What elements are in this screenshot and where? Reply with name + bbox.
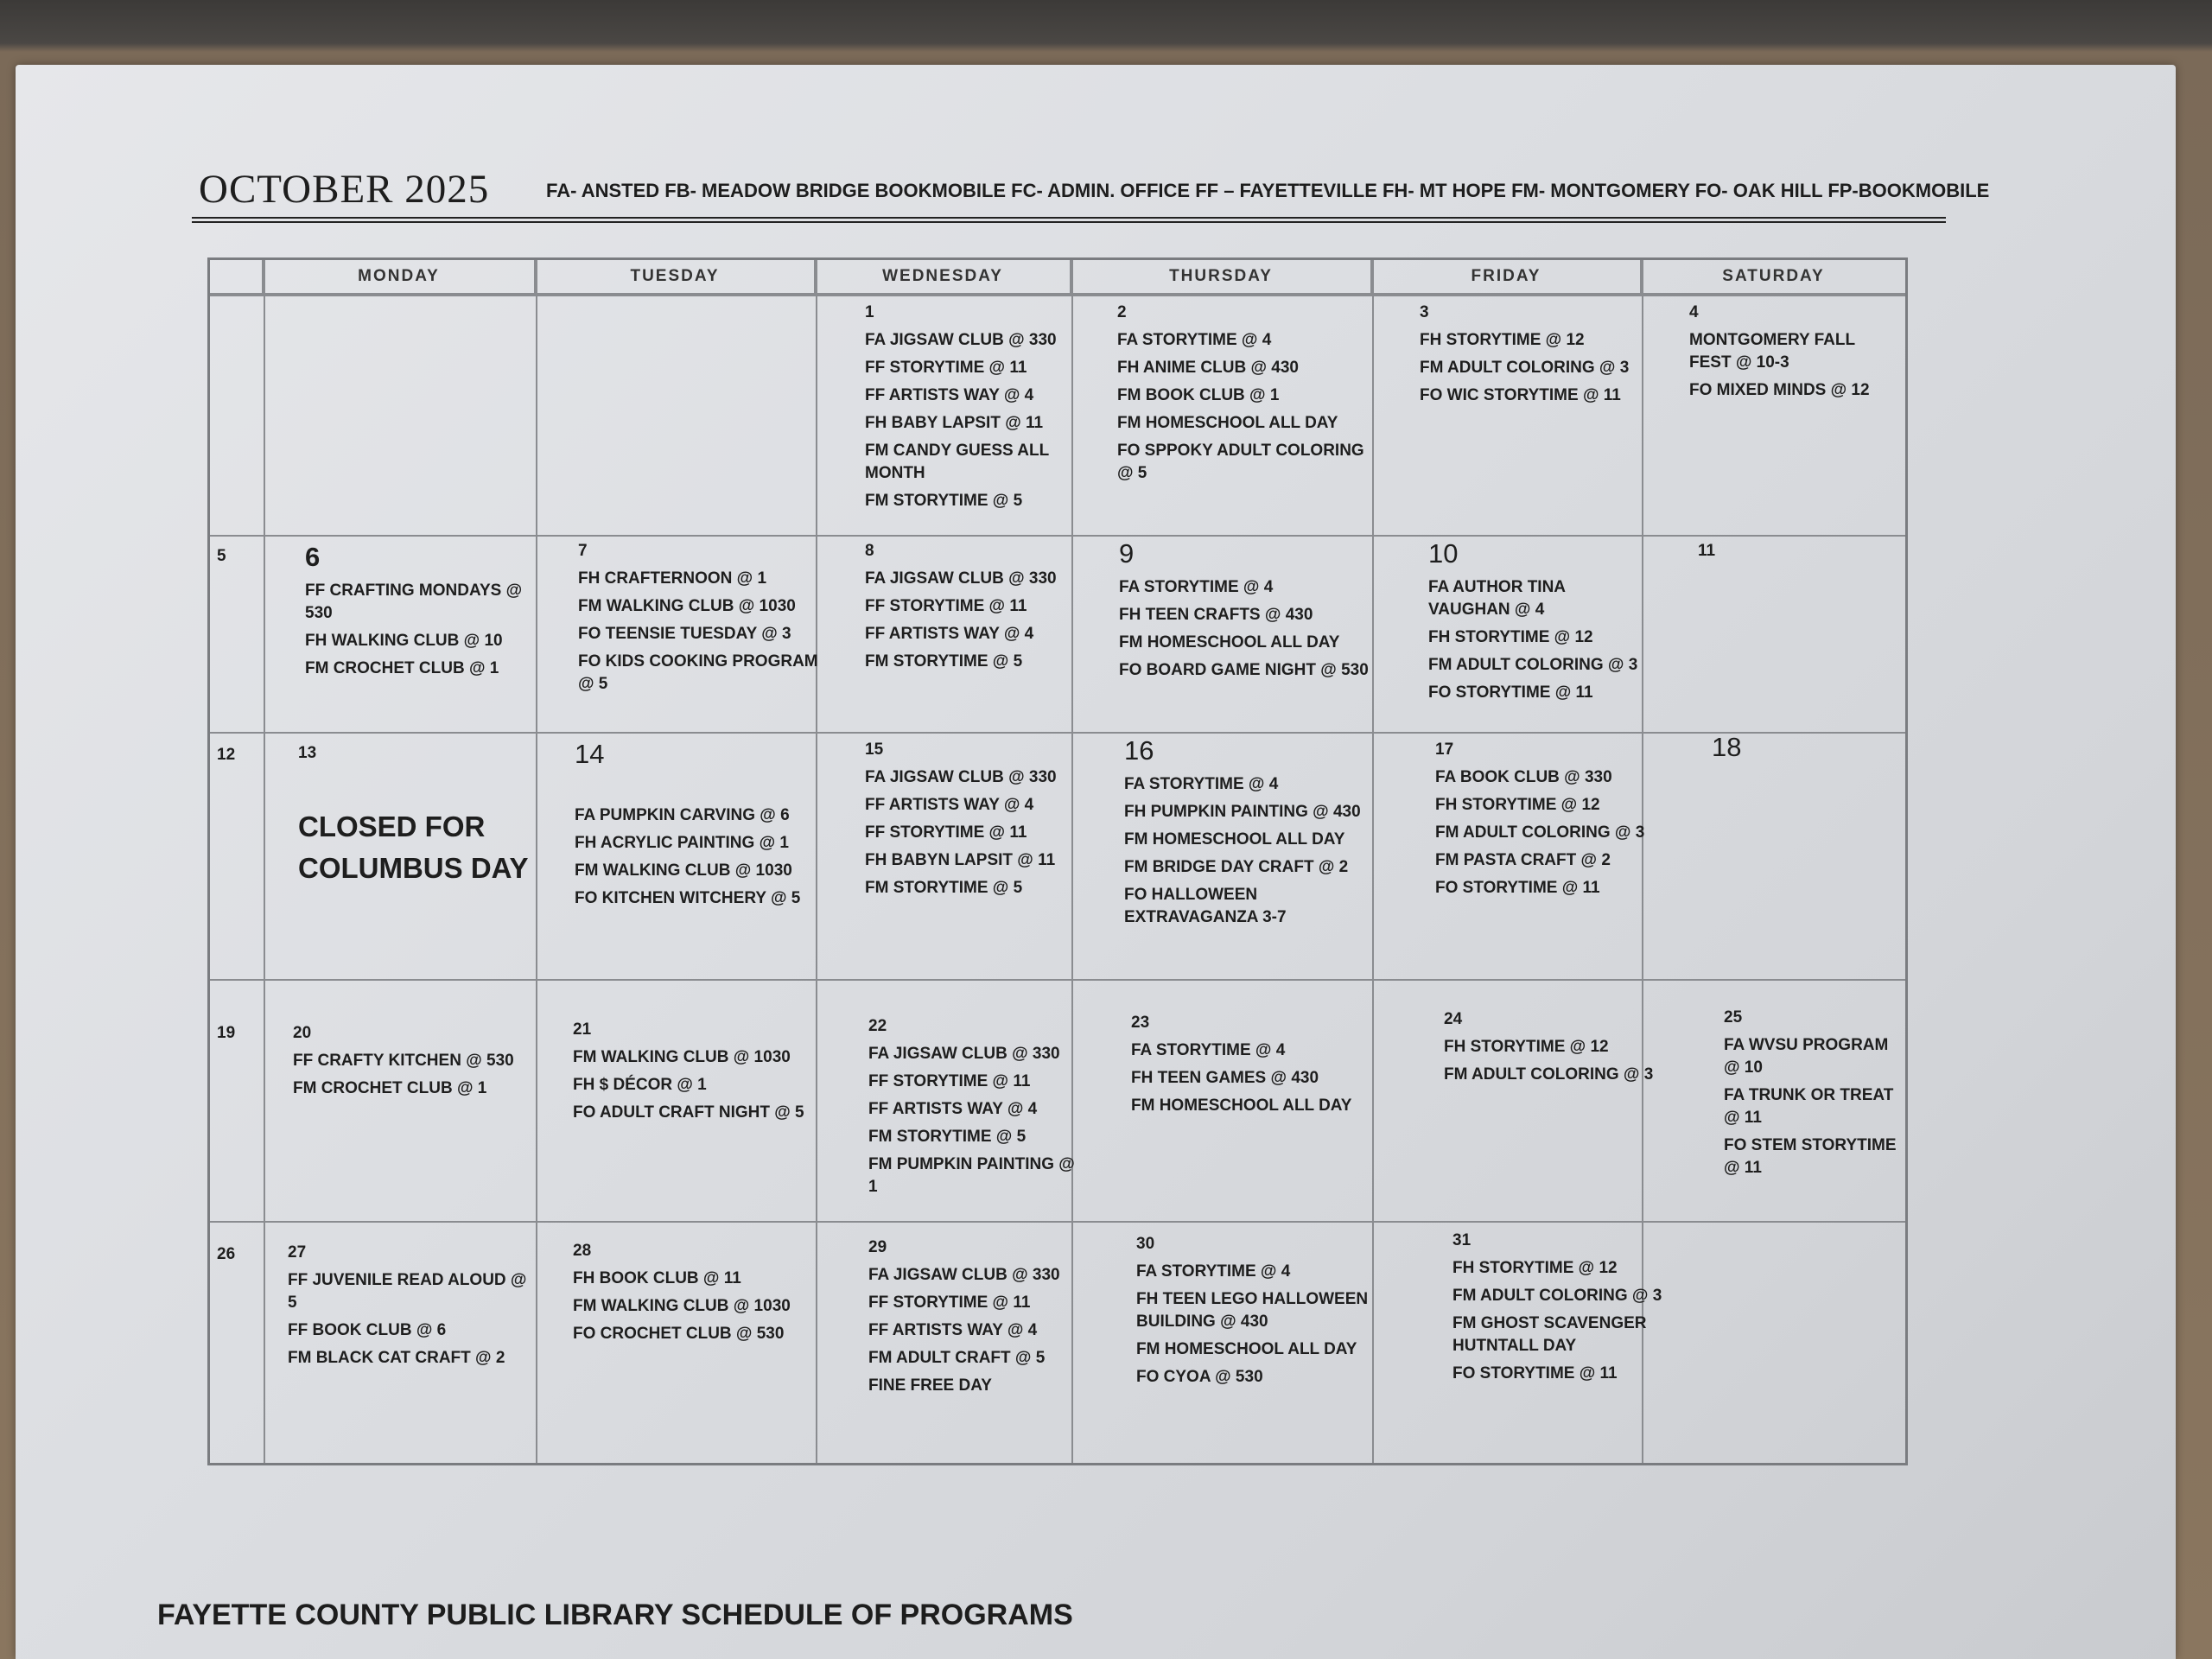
- day-number: 3: [1420, 303, 1429, 321]
- footer-title: FAYETTE COUNTY PUBLIC LIBRARY SCHEDULE OF PROGRAMS: [157, 1599, 1073, 1631]
- col-head-wednesday: WEDNESDAY: [816, 260, 1071, 295]
- event-item: FM WALKING CLUB @ 1030: [578, 597, 796, 615]
- day-number: 23: [1131, 1014, 1150, 1032]
- event-item: FM BOOK CLUB @ 1: [1117, 386, 1280, 404]
- day-number: 8: [865, 542, 874, 560]
- event-list: [1117, 329, 1376, 485]
- grid-line: [264, 260, 265, 1463]
- event-item: FH TEEN GAMES @ 430: [1131, 1069, 1319, 1087]
- event-item: FF ARTISTS WAY @ 4: [865, 386, 1034, 404]
- day-number: 10: [1428, 538, 1459, 569]
- event-item: FA STORYTIME @ 4: [1124, 775, 1279, 793]
- day-number: 17: [1435, 741, 1454, 759]
- day-number: 31: [1452, 1231, 1471, 1249]
- event-item: FM HOMESCHOOL ALL DAY: [1119, 633, 1340, 652]
- event-item: FA JIGSAW CLUB @ 330: [865, 569, 1057, 588]
- event-item: FM WALKING CLUB @ 1030: [573, 1048, 791, 1066]
- month-title: OCTOBER 2025: [199, 167, 490, 212]
- event-list: [1428, 576, 1644, 704]
- day-cell: [1117, 303, 1376, 490]
- event-item: FM BRIDGE DAY CRAFT @ 2: [1124, 858, 1349, 876]
- day-cell: [578, 542, 820, 701]
- event-item: FH PUMPKIN PAINTING @ 430: [1124, 803, 1361, 821]
- event-list: [1435, 766, 1651, 899]
- event-item: FF ARTISTS WAY @ 4: [865, 625, 1034, 643]
- day-cell: [1428, 538, 1644, 709]
- event-list: [305, 580, 530, 680]
- event-item: FM PUMPKIN PAINTING @ 1: [868, 1155, 1075, 1196]
- event-item: FM WALKING CLUB @ 1030: [573, 1297, 791, 1315]
- event-item: FH $ DÉCOR @ 1: [573, 1076, 707, 1094]
- sunday-date: 19: [217, 1024, 236, 1042]
- event-list: [573, 1046, 815, 1124]
- event-item: FF ARTISTS WAY @ 4: [865, 796, 1034, 814]
- day-cell: [1712, 732, 1893, 770]
- event-item: FA STORYTIME @ 4: [1136, 1262, 1291, 1281]
- event-item: FO HALLOWEEN EXTRAVAGANZA 3-7: [1124, 886, 1287, 926]
- day-number: 24: [1444, 1010, 1463, 1028]
- event-item: FH STORYTIME @ 12: [1444, 1038, 1609, 1056]
- day-number: 30: [1136, 1235, 1155, 1253]
- event-item: FO BOARD GAME NIGHT @ 530: [1119, 661, 1369, 679]
- day-cell: [1689, 303, 1901, 407]
- event-item: FH BOOK CLUB @ 11: [573, 1269, 741, 1287]
- event-item: FF STORYTIME @ 11: [868, 1072, 1031, 1090]
- day-cell: [1420, 303, 1644, 412]
- event-item: FO TEENSIE TUESDAY @ 3: [578, 625, 791, 643]
- event-item: FH BABY LAPSIT @ 11: [865, 414, 1044, 432]
- day-cell: [575, 739, 817, 915]
- day-cell: [293, 1024, 526, 1105]
- grid-line: [210, 732, 1905, 734]
- event-item: FM HOMESCHOOL ALL DAY: [1131, 1096, 1352, 1115]
- grid-line: [536, 260, 537, 1463]
- event-list: [1444, 1036, 1660, 1086]
- day-number: 20: [293, 1024, 312, 1042]
- closed-notice: CLOSED FOR COLUMBUS DAY: [298, 810, 529, 884]
- event-item: FO WIC STORYTIME @ 11: [1420, 386, 1621, 404]
- event-item: FF STORYTIME @ 11: [865, 359, 1027, 377]
- col-head-saturday: SATURDAY: [1642, 260, 1905, 295]
- event-item: FO ADULT CRAFT NIGHT @ 5: [573, 1103, 804, 1122]
- day-number: 21: [573, 1020, 592, 1039]
- day-cell: [1444, 1010, 1660, 1091]
- event-item: FF CRAFTY KITCHEN @ 530: [293, 1052, 514, 1070]
- calendar-grid: [207, 257, 1908, 1465]
- day-cell: [868, 1017, 1084, 1204]
- day-number: 14: [575, 739, 605, 769]
- day-cell: [865, 303, 1064, 518]
- day-cell: [865, 542, 1064, 678]
- event-item: FH STORYTIME @ 12: [1428, 628, 1593, 646]
- event-item: FH STORYTIME @ 12: [1435, 796, 1600, 814]
- event-item: FM ADULT COLORING @ 3: [1428, 656, 1638, 674]
- event-list: [868, 1043, 1084, 1198]
- event-item: FO KIDS COOKING PROGRAM @ 5: [578, 652, 818, 693]
- calendar-header: [192, 162, 1990, 223]
- sunday-date: 5: [217, 547, 226, 565]
- event-item: FM ADULT CRAFT @ 5: [868, 1349, 1046, 1367]
- event-list: [1724, 1034, 1905, 1179]
- day-cell: [1435, 741, 1651, 905]
- day-number: 28: [573, 1242, 592, 1260]
- event-item: FO MIXED MINDS @ 12: [1689, 381, 1870, 399]
- day-number: 2: [1117, 303, 1127, 321]
- event-item: FO CROCHET CLUB @ 530: [573, 1325, 785, 1343]
- event-list: [865, 568, 1064, 673]
- event-item: FM STORYTIME @ 5: [865, 492, 1023, 510]
- event-item: FF STORYTIME @ 11: [865, 823, 1027, 842]
- event-item: FM ADULT COLORING @ 3: [1435, 823, 1645, 842]
- event-list: [575, 804, 817, 910]
- col-head-thursday: THURSDAY: [1071, 260, 1372, 295]
- event-item: FA STORYTIME @ 4: [1117, 331, 1272, 349]
- day-cell: [1452, 1231, 1669, 1390]
- event-item: FM HOMESCHOOL ALL DAY: [1124, 830, 1345, 849]
- day-number: 13: [298, 744, 317, 762]
- event-item: FF STORYTIME @ 11: [868, 1294, 1031, 1312]
- event-list: [1420, 329, 1644, 407]
- day-number: 29: [868, 1238, 887, 1256]
- day-number: 7: [578, 542, 588, 560]
- event-item: FH TEEN CRAFTS @ 430: [1119, 606, 1313, 624]
- event-item: FA WVSU PROGRAM @ 10: [1724, 1036, 1889, 1077]
- event-item: FH STORYTIME @ 12: [1452, 1259, 1618, 1277]
- event-item: FF ARTISTS WAY @ 4: [868, 1100, 1038, 1118]
- day-cell: [1119, 538, 1378, 687]
- event-item: FA BOOK CLUB @ 330: [1435, 768, 1612, 786]
- event-item: FO CYOA @ 530: [1136, 1368, 1263, 1386]
- event-item: FA JIGSAW CLUB @ 330: [868, 1045, 1060, 1063]
- event-item: FA JIGSAW CLUB @ 330: [865, 331, 1057, 349]
- event-item: FM CROCHET CLUB @ 1: [293, 1079, 487, 1097]
- event-item: FM HOMESCHOOL ALL DAY: [1117, 414, 1338, 432]
- event-list: [1131, 1039, 1364, 1117]
- event-list: [1124, 773, 1383, 929]
- event-item: FM CANDY GUESS ALL MONTH: [865, 442, 1049, 482]
- event-item: FH WALKING CLUB @ 10: [305, 632, 503, 650]
- col-head-monday: MONDAY: [264, 260, 536, 295]
- event-item: FF ARTISTS WAY @ 4: [868, 1321, 1038, 1339]
- event-item: FF BOOK CLUB @ 6: [288, 1321, 447, 1339]
- day-cell: [305, 542, 530, 685]
- col-head-sunday: [210, 260, 264, 295]
- event-item: FM PASTA CRAFT @ 2: [1435, 851, 1611, 869]
- col-head-friday: FRIDAY: [1372, 260, 1642, 295]
- grid-line: [210, 979, 1905, 981]
- day-cell: [1124, 735, 1383, 934]
- event-item: FM ADULT COLORING @ 3: [1420, 359, 1630, 377]
- event-list: [288, 1269, 534, 1370]
- sunday-date: 12: [217, 746, 236, 764]
- event-item: FM BLACK CAT CRAFT @ 2: [288, 1349, 505, 1367]
- event-item: FO STEM STORYTIME @ 11: [1724, 1136, 1897, 1177]
- event-item: FA TRUNK OR TREAT @ 11: [1724, 1086, 1894, 1127]
- day-number: 1: [865, 303, 874, 321]
- col-head-tuesday: TUESDAY: [536, 260, 816, 295]
- event-item: FH ACRYLIC PAINTING @ 1: [575, 834, 789, 852]
- event-item: FA STORYTIME @ 4: [1119, 578, 1274, 596]
- event-item: FA STORYTIME @ 4: [1131, 1041, 1286, 1059]
- day-number: 6: [305, 542, 321, 572]
- day-cell: [298, 744, 531, 889]
- event-list: [868, 1264, 1084, 1397]
- day-number: 25: [1724, 1008, 1743, 1027]
- day-cell: [865, 741, 1064, 905]
- day-number: 16: [1124, 735, 1154, 766]
- day-number: 18: [1712, 732, 1742, 762]
- event-item: FH TEEN LEGO HALLOWEEN BUILDING @ 430: [1136, 1290, 1369, 1331]
- event-item: FH BABYN LAPSIT @ 11: [865, 851, 1056, 869]
- event-item: FA PUMPKIN CARVING @ 6: [575, 806, 790, 824]
- event-item: FM STORYTIME @ 5: [865, 879, 1023, 897]
- day-cell: [1136, 1235, 1387, 1394]
- event-item: FM GHOST SCAVENGER HUTNTALL DAY: [1452, 1314, 1647, 1355]
- event-item: FH STORYTIME @ 12: [1420, 331, 1585, 349]
- event-item: FA JIGSAW CLUB @ 330: [865, 768, 1057, 786]
- day-number: 15: [865, 741, 884, 759]
- event-item: FM ADULT COLORING @ 3: [1444, 1065, 1654, 1084]
- event-item: FF JUVENILE READ ALOUD @ 5: [288, 1271, 527, 1312]
- day-cell: [288, 1243, 534, 1375]
- day-cell: [573, 1020, 815, 1129]
- day-cell: [868, 1238, 1084, 1402]
- event-list: [1689, 329, 1901, 402]
- day-cell: [1131, 1014, 1364, 1122]
- event-item: FM WALKING CLUB @ 1030: [575, 861, 792, 880]
- day-number: 4: [1689, 303, 1699, 321]
- grid-line: [210, 295, 1905, 296]
- event-list: [293, 1050, 526, 1100]
- event-item: FH ANIME CLUB @ 430: [1117, 359, 1299, 377]
- event-list: [578, 568, 820, 696]
- event-item: FF CRAFTING MONDAYS @ 530: [305, 582, 523, 622]
- event-list: [1452, 1257, 1669, 1385]
- day-number: 11: [1698, 542, 1716, 560]
- event-item: FM ADULT COLORING @ 3: [1452, 1287, 1662, 1305]
- day-number: 22: [868, 1017, 887, 1035]
- event-list: [1119, 576, 1378, 682]
- event-item: FO KITCHEN WITCHERY @ 5: [575, 889, 801, 907]
- event-item: FO SPPOKY ADULT COLORING @ 5: [1117, 442, 1364, 482]
- event-item: FINE FREE DAY: [868, 1376, 992, 1395]
- event-item: FO STORYTIME @ 11: [1452, 1364, 1618, 1382]
- grid-line: [210, 535, 1905, 537]
- day-number: 9: [1119, 538, 1135, 569]
- day-cell: [573, 1242, 815, 1351]
- event-list: [573, 1268, 815, 1345]
- event-list: [865, 766, 1064, 899]
- event-item: FO STORYTIME @ 11: [1435, 879, 1600, 897]
- event-item: FO STORYTIME @ 11: [1428, 683, 1593, 702]
- day-number: 27: [288, 1243, 307, 1262]
- event-item: FM CROCHET CLUB @ 1: [305, 659, 499, 677]
- branch-legend: FA- ANSTED FB- MEADOW BRIDGE BOOKMOBILE FC- ADMIN. OFFICE FF – FAYETTEVILLE FH- MT HOPE FM- MONTGOMERY FO- OAK HILL FP-BOOKMOBILE: [546, 180, 1990, 201]
- event-item: FM HOMESCHOOL ALL DAY: [1136, 1340, 1357, 1358]
- day-cell: [1698, 542, 1897, 568]
- event-item: FM STORYTIME @ 5: [868, 1128, 1027, 1146]
- event-item: FA JIGSAW CLUB @ 330: [868, 1266, 1060, 1284]
- event-item: FF STORYTIME @ 11: [865, 597, 1027, 615]
- event-item: FM STORYTIME @ 5: [865, 652, 1023, 671]
- event-list: [1136, 1261, 1387, 1389]
- event-list: [865, 329, 1064, 512]
- event-item: FH CRAFTERNOON @ 1: [578, 569, 767, 588]
- day-cell: [1724, 1008, 1905, 1185]
- grid-line: [210, 1221, 1905, 1223]
- event-item: FA AUTHOR TINA VAUGHAN @ 4: [1428, 578, 1566, 619]
- event-item: MONTGOMERY FALL FEST @ 10-3: [1689, 331, 1855, 372]
- sunday-date: 26: [217, 1245, 236, 1263]
